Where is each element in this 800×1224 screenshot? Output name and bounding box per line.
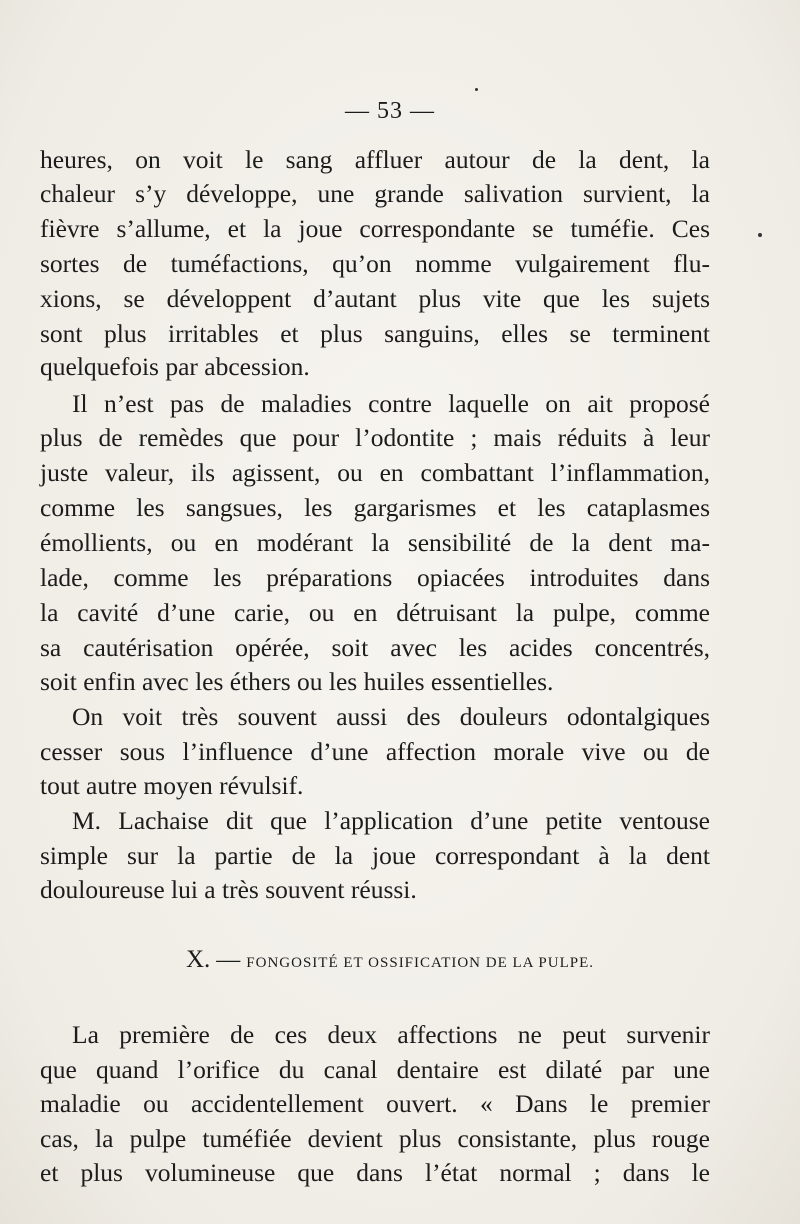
text-line: heures, on voit le sang affluer autour de la dent, la (40, 145, 710, 174)
text-line: la cavité d’une carie, ou en détruisant la pulpe, comme (40, 598, 710, 627)
text-line: juste valeur, ils agissent, ou en combattant l’inflammation, (40, 458, 710, 487)
text-line: cas, la pulpe tuméfiée devient plus consistante, plus rouge (40, 1124, 710, 1153)
section-numeral: X. (185, 946, 211, 973)
ink-speck (758, 233, 762, 237)
text-line: comme les sangsues, les gargarismes et les cataplasmes (40, 493, 710, 522)
text-line: maladie ou accidentellement ouvert. « Dans le premier (40, 1089, 710, 1118)
section-dash: — (216, 947, 241, 973)
section-title: FONGOSITÉ ET OSSIFICATION DE LA PULPE. (246, 955, 595, 971)
page-number: — 53 — (345, 98, 435, 124)
text-line: sa cautérisation opérée, soit avec les acides concentrés, (40, 633, 710, 662)
text-line: On voit très souvent aussi des douleurs odontalgiques (72, 702, 710, 731)
text-line: Il n’est pas de maladies contre laquelle on ait proposé (72, 389, 710, 418)
text-line: quelquefois par abcession. (40, 352, 310, 381)
text-line: soit enfin avec les éthers ou les huiles essentielles. (40, 667, 554, 696)
text-line: émollients, ou en modérant la sensibilité de la dent ma- (40, 528, 710, 557)
text-line: plus de remèdes que pour l’odontite ; mais réduits à leur (40, 423, 710, 452)
text-line: fièvre s’allume, et la joue correspondante se tuméfie. Ces (40, 214, 710, 243)
text-line: chaleur s’y développe, une grande salivation survient, la (40, 179, 710, 208)
text-line: douloureuse lui a très souvent réussi. (40, 875, 417, 904)
text-line: simple sur la partie de la joue correspondant à la dent (40, 841, 710, 870)
text-line: tout autre moyen révulsif. (40, 771, 304, 800)
ink-speck (475, 88, 478, 91)
text-line: La première de ces deux affections ne peut survenir (72, 1020, 710, 1049)
section-heading (0, 946, 780, 974)
text-line: xions, se développent d’autant plus vite que les sujets (40, 284, 710, 313)
text-line: cesser sous l’influence d’une affection morale vive ou de (40, 737, 710, 766)
text-line: sortes de tuméfactions, qu’on nomme vulgairement flu- (40, 249, 710, 278)
text-line: que quand l’orifice du canal dentaire est dilaté par une (40, 1055, 710, 1084)
text-line: M. Lachaise dit que l’application d’une petite ventouse (72, 806, 710, 835)
text-line: lade, comme les préparations opiacées introduites dans (40, 563, 710, 592)
text-line: sont plus irritables et plus sanguins, elles se terminent (40, 319, 710, 348)
text-line: et plus volumineuse que dans l’état normal ; dans le (40, 1158, 710, 1187)
